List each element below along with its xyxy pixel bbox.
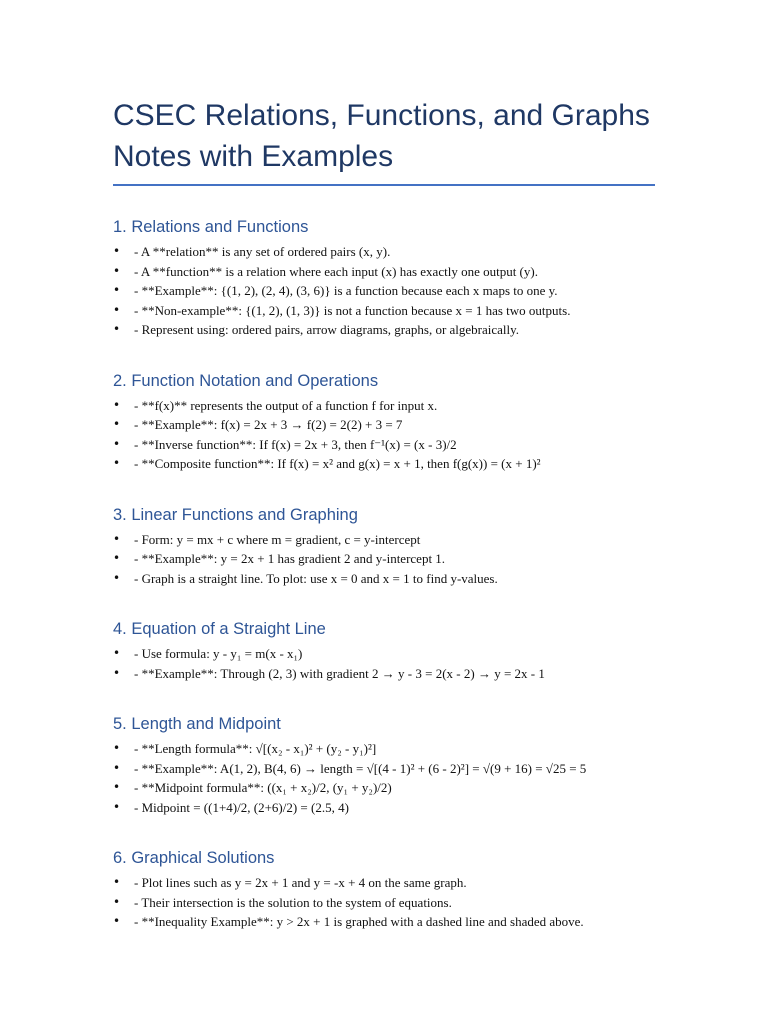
- bullet-glyph: •: [113, 283, 121, 297]
- list-item-text: - Use formula: y - y₁ = m(x - x₁): [134, 646, 303, 661]
- section-graphical-solutions: [113, 847, 673, 932]
- list-item: [113, 301, 673, 321]
- list-item: [113, 549, 673, 569]
- bullet-glyph: •: [113, 397, 121, 412]
- bullet-glyph: •: [113, 894, 121, 909]
- section-function-notation: [113, 370, 673, 474]
- title-underline: [113, 184, 655, 186]
- bullet-glyph: •: [113, 665, 121, 680]
- list-item: [113, 912, 673, 932]
- list-item-text: - **Example**: y = 2x + 1 has gradient 2 and y-intercept 1.: [134, 551, 446, 566]
- section-heading: 5. Length and Midpoint: [113, 715, 281, 733]
- bullet-glyph: •: [113, 646, 121, 660]
- list-item: [113, 759, 673, 779]
- bullet-list: [113, 644, 673, 683]
- list-item-text: - **Example**: {(1, 2), (2, 4), (3, 6)} is a function because each x maps to one y.: [134, 283, 558, 298]
- section-heading: 6. Graphical Solutions: [113, 849, 275, 867]
- section-linear-functions: [113, 504, 673, 589]
- title-line-2: Notes with Examples: [113, 140, 394, 173]
- list-item: [113, 435, 673, 455]
- bullet-glyph: •: [113, 436, 121, 451]
- list-item-text: - **Length formula**: √[(x₂ - x₁)² + (y₂ - y₁)²]: [134, 741, 377, 756]
- list-item: [113, 569, 673, 589]
- bullet-glyph: •: [113, 456, 121, 470]
- list-item: [113, 873, 673, 893]
- bullet-glyph: •: [113, 780, 121, 794]
- bullet-glyph: •: [113, 302, 121, 317]
- list-item-text: - Midpoint = ((1+4)/2, (2+6)/2) = (2.5, 4): [134, 799, 349, 815]
- list-item: [113, 320, 673, 340]
- list-item-text: - Their intersection is the solution to the system of equations.: [134, 894, 452, 910]
- bullet-list: [113, 739, 673, 817]
- bullet-glyph: •: [113, 760, 121, 775]
- list-item: [113, 454, 673, 474]
- list-item-text: - **Non-example**: {(1, 2), (1, 3)} is not a function because x = 1 has two outputs.: [134, 302, 571, 318]
- section-heading: 2. Function Notation and Operations: [113, 371, 379, 390]
- list-item-text: - **Example**: A(1, 2), B(4, 6) → length = √[(4 - 1)² + (6 - 2)²] = √(9 + 16) = √25 = 5: [134, 760, 587, 776]
- bullet-list: [113, 530, 673, 589]
- bullet-glyph: •: [113, 741, 121, 755]
- list-item: [113, 281, 673, 301]
- list-item-text: - **Composite function**: If f(x) = x² and g(x) = x + 1, then f(g(x)) = (x + 1)²: [134, 456, 541, 471]
- section-heading: 4. Equation of a Straight Line: [113, 620, 326, 638]
- bullet-glyph: •: [113, 417, 121, 431]
- bullet-glyph: •: [113, 531, 121, 546]
- list-item: [113, 798, 673, 818]
- list-item: [113, 739, 673, 759]
- list-item-text: - A **function** is a relation where each input (x) has exactly one output (y).: [134, 263, 538, 279]
- list-item-text: - **Inverse function**: If f(x) = 2x + 3, then f⁻¹(x) = (x - 3)/2: [134, 436, 457, 452]
- list-item: [113, 664, 673, 684]
- list-item-text: - Form: y = mx + c where m = gradient, c = y-intercept: [134, 531, 421, 547]
- title-line-1: CSEC Relations, Functions, and Graphs: [113, 99, 650, 132]
- list-item-text: - **Example**: Through (2, 3) with gradient 2 → y - 3 = 2(x - 2) → y = 2x - 1: [134, 665, 545, 681]
- bullet-list: [113, 873, 673, 932]
- section-straight-line-equation: [113, 618, 673, 683]
- section-heading: 1. Relations and Functions: [113, 218, 309, 236]
- list-item: [113, 893, 673, 913]
- bullet-glyph: •: [113, 244, 121, 258]
- list-item: [113, 396, 673, 416]
- list-item: [113, 242, 673, 262]
- list-item: [113, 778, 673, 798]
- list-item-text: - A **relation** is any set of ordered pairs (x, y).: [134, 244, 391, 259]
- list-item: [113, 415, 673, 435]
- list-item-text: - **Example**: f(x) = 2x + 3 → f(2) = 2(2) + 3 = 7: [134, 417, 403, 432]
- bullet-glyph: •: [113, 322, 121, 336]
- section-relations-and-functions: [113, 216, 673, 340]
- document-page: [113, 0, 673, 932]
- list-item-text: - Represent using: ordered pairs, arrow diagrams, graphs, or algebraically.: [134, 322, 520, 337]
- list-item-text: - Graph is a straight line. To plot: use x = 0 and x = 1 to find y-values.: [134, 570, 498, 586]
- list-item-text: - Plot lines such as y = 2x + 1 and y = -x + 4 on the same graph.: [134, 875, 467, 890]
- bullet-list: [113, 396, 673, 474]
- bullet-glyph: •: [113, 875, 121, 889]
- bullet-glyph: •: [113, 551, 121, 565]
- list-item-text: - **f(x)** represents the output of a function f for input x.: [134, 397, 438, 413]
- document-title: [113, 95, 673, 177]
- list-item: [113, 644, 673, 664]
- bullet-glyph: •: [113, 263, 121, 278]
- bullet-glyph: •: [113, 914, 121, 928]
- bullet-list: [113, 242, 673, 340]
- list-item-text: - **Inequality Example**: y > 2x + 1 is graphed with a dashed line and shaded above.: [134, 914, 584, 929]
- list-item-text: - **Midpoint formula**: ((x₁ + x₂)/2, (y₁ + y₂)/2): [134, 780, 392, 795]
- list-item: [113, 262, 673, 282]
- list-item: [113, 530, 673, 550]
- bullet-glyph: •: [113, 570, 121, 585]
- section-length-and-midpoint: [113, 713, 673, 817]
- section-heading: 3. Linear Functions and Graphing: [113, 505, 358, 524]
- bullet-glyph: •: [113, 799, 121, 814]
